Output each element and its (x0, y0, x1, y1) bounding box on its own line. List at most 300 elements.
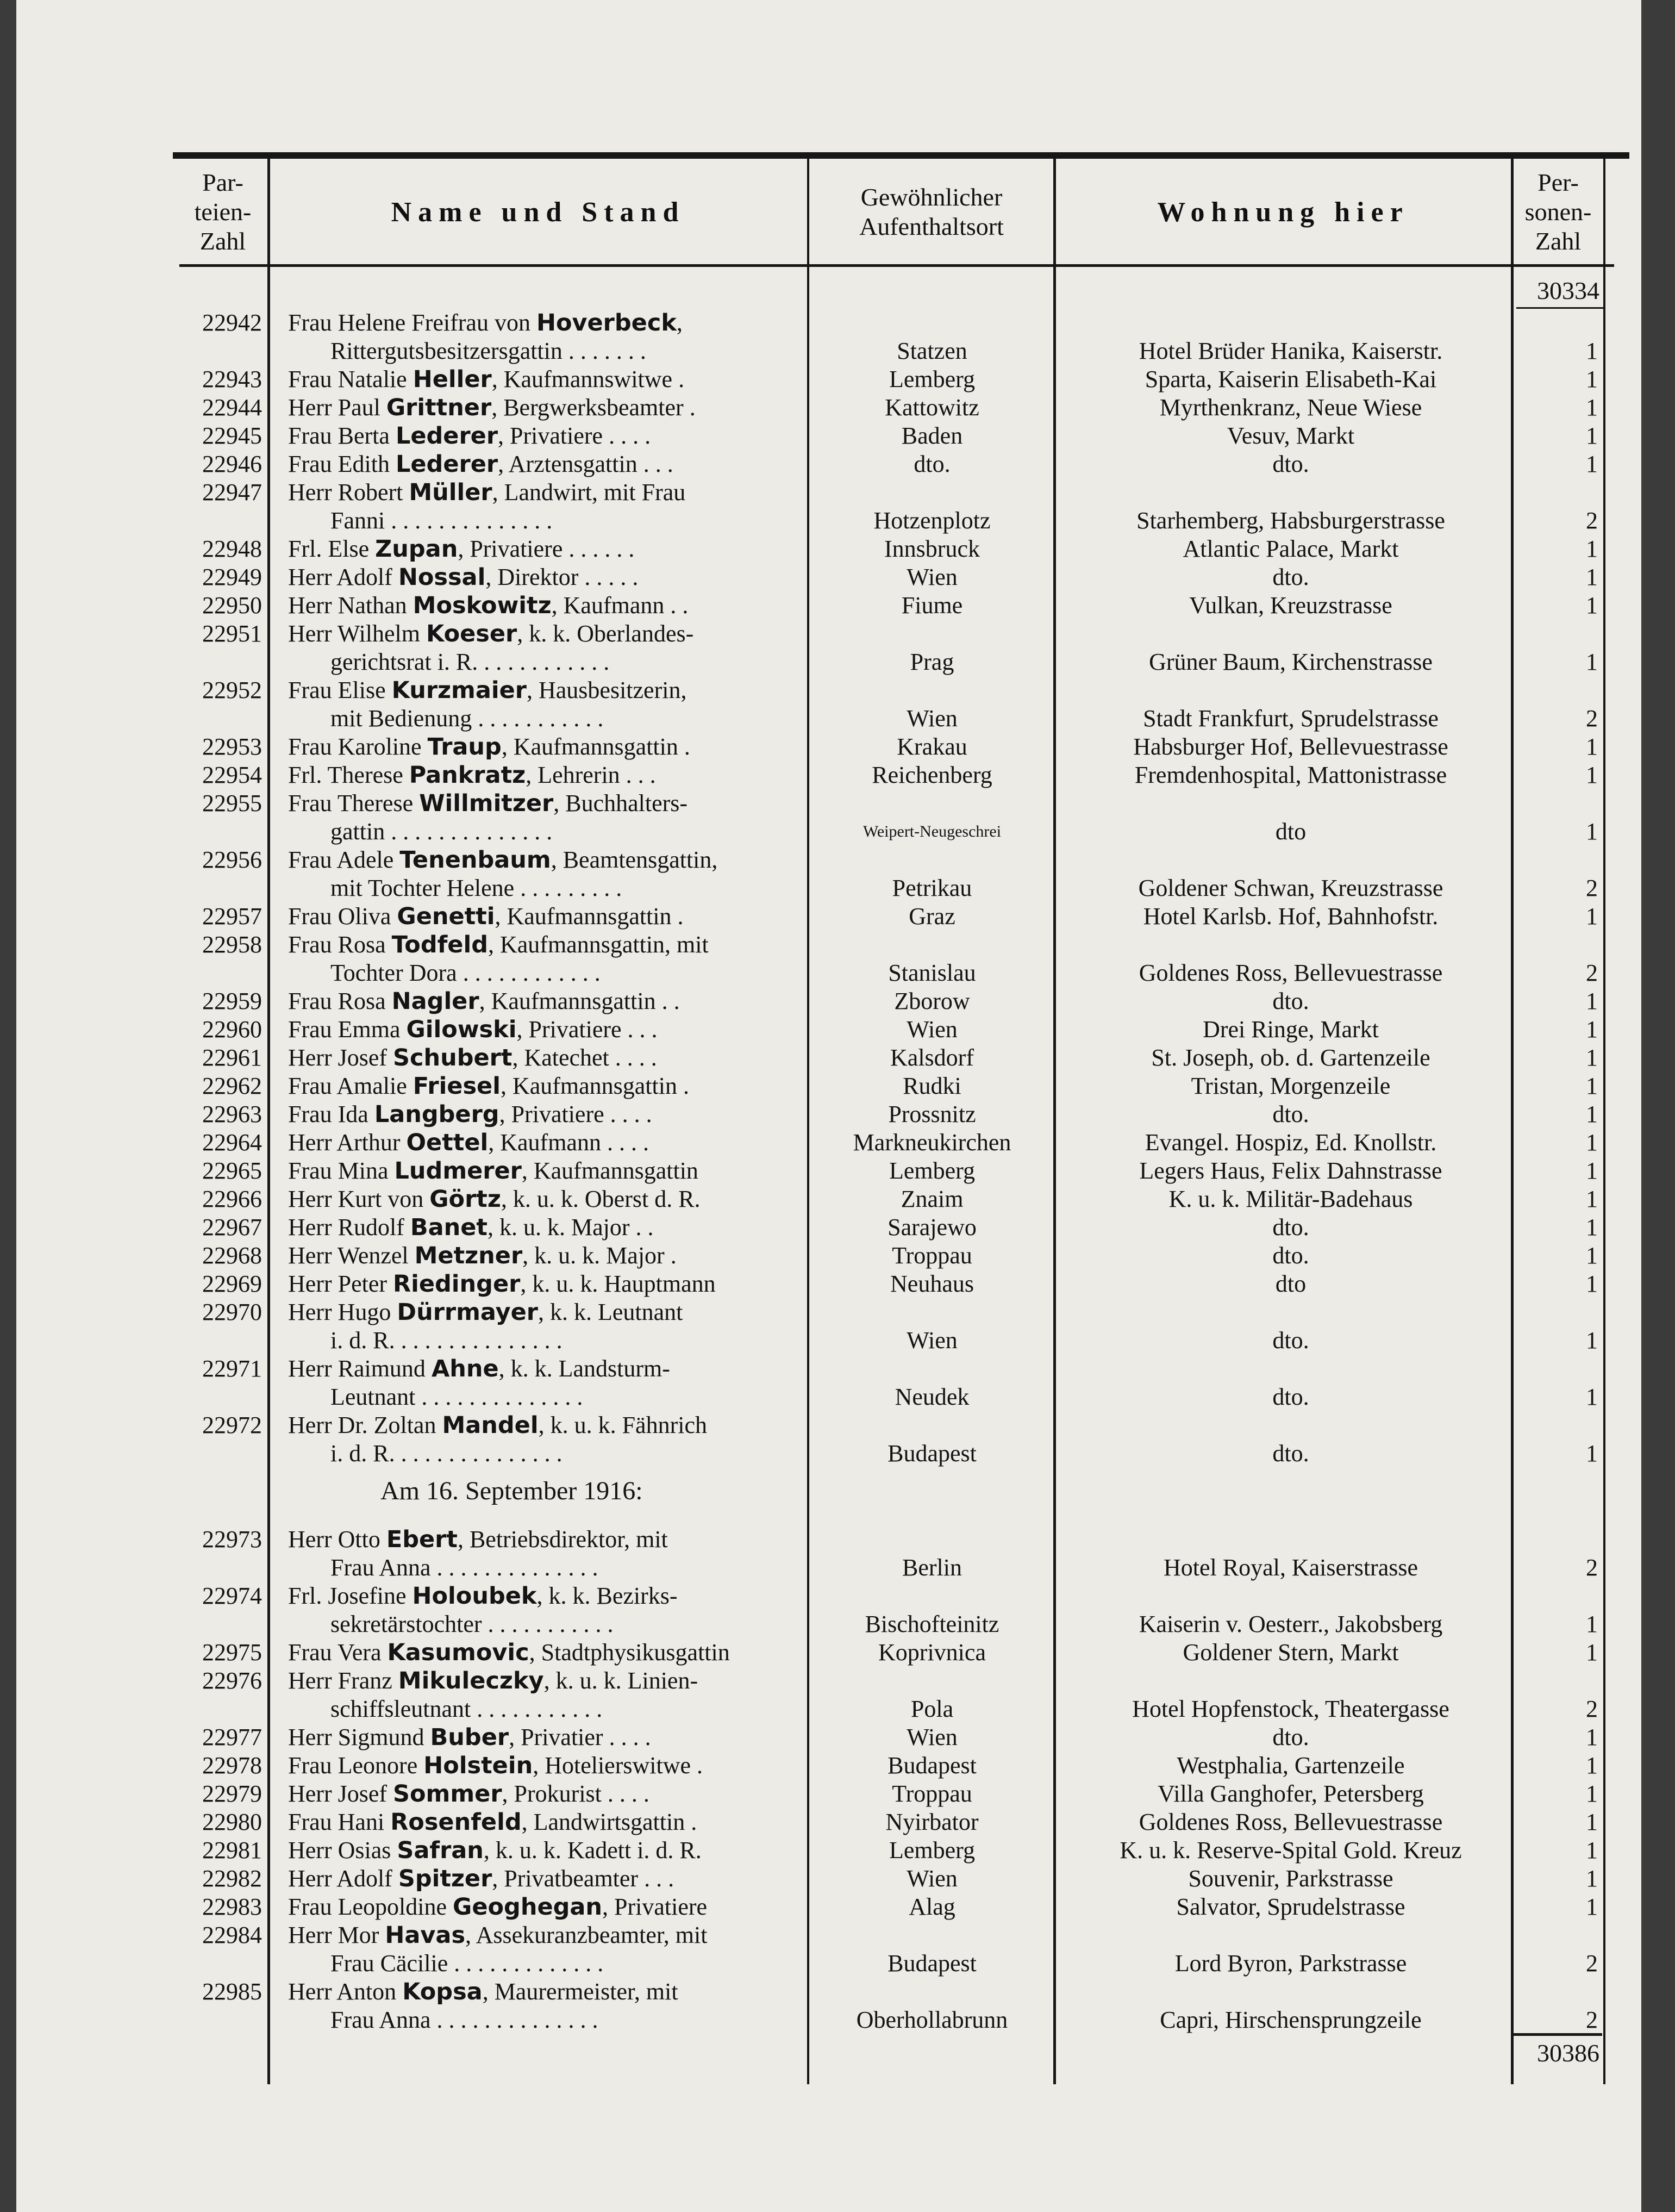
entry-person-count: 2 (1586, 1554, 1598, 1581)
entry-name-text: Frau Cäcilie (330, 1950, 448, 1977)
entry-surname: Dürrmayer (397, 1299, 539, 1326)
entry-name-stand (288, 450, 799, 478)
header-col-partei-line1: Par- (202, 169, 243, 196)
entry-name-stand (288, 1355, 799, 1383)
entry-name-text: Frau Natalie (288, 366, 413, 392)
entry-name-tail: , Kaufmannsgattin (521, 1157, 698, 1184)
entry-name-tail: . . . . . . . . . . . (471, 1696, 603, 1722)
entry-name-text: Herr Dr. Zoltan (288, 1412, 442, 1438)
entry-name-tail: , Prokurist . . . . (502, 1780, 649, 1807)
entry-name-tail: , Beamtensgattin, (551, 846, 718, 873)
entry-place: Zborow (894, 988, 970, 1014)
entry-name-stand (288, 676, 799, 705)
entry-line (0, 818, 1675, 846)
entry-number: 22954 (202, 762, 262, 788)
entry-name-text: Herr Osias (288, 1837, 397, 1864)
entry-person-count: 2 (1586, 507, 1598, 534)
entry-number: 22966 (202, 1186, 262, 1212)
entry-person-count: 1 (1586, 1073, 1598, 1099)
entry-line (0, 2006, 1675, 2034)
entry-address: Hotel Karlsb. Hof, Bahnhofstr. (1143, 903, 1439, 930)
entry-name-stand (288, 1242, 799, 1270)
entry-name-stand (288, 591, 799, 620)
entry-name-text: Leutnant (330, 1384, 416, 1410)
entry-name-text: Herr Hugo (288, 1299, 397, 1325)
entry-name-stand (288, 1978, 799, 2006)
entry-person-count: 1 (1586, 535, 1598, 562)
entry-name-text: Herr Peter (288, 1270, 393, 1297)
entry-person-count: 1 (1586, 733, 1598, 760)
entry-name-tail: , Privatbeamter . . . (492, 1865, 674, 1892)
entry-name-tail: , Lehrerin . . . (526, 762, 656, 788)
entry-person-count: 1 (1586, 338, 1598, 364)
entry-name-stand (288, 1270, 799, 1298)
entry-surname: Safran (397, 1837, 484, 1864)
entry-name-tail: , Privatiere . . . . (499, 1101, 652, 1127)
entry-name-stand (288, 846, 799, 874)
entry-address: Tristan, Morgenzeile (1191, 1073, 1391, 1099)
entry-surname: Sommer (393, 1780, 502, 1808)
entry-number: 22973 (202, 1526, 262, 1553)
entry-name-stand (288, 1213, 799, 1242)
entry-person-count: 1 (1586, 1440, 1598, 1467)
entry-number: 22945 (202, 422, 262, 449)
entry-person-count: 1 (1586, 649, 1598, 675)
entry-surname: Todfeld (391, 931, 488, 958)
entry-address: Westphalia, Gartenzeile (1177, 1752, 1405, 1779)
entry-name-stand (288, 931, 799, 959)
entry-place: Baden (901, 422, 963, 449)
entry-line (0, 1610, 1675, 1638)
entry-number: 22956 (202, 846, 262, 873)
entry-place: Prag (910, 649, 954, 675)
entry-place: Wien (907, 1865, 958, 1892)
entry-line (0, 365, 1675, 394)
entry-person-count: 1 (1586, 762, 1598, 788)
header-col-aufenthalt (811, 163, 1052, 261)
entry-name-tail: , Betriebsdirektor, mit (457, 1526, 668, 1553)
entry-place: Hotzenplotz (873, 507, 991, 534)
entry-place: Stanislau (888, 959, 976, 986)
entry-address: Hotel Brüder Hanika, Kaiserstr. (1139, 338, 1443, 364)
entry-surname: Langberg (374, 1101, 499, 1128)
entry-surname: Görtz (429, 1186, 501, 1213)
entry-surname: Kurzmaier (391, 677, 527, 704)
entry-line (0, 705, 1675, 733)
entry-person-count: 1 (1586, 1044, 1598, 1071)
entry-address: Kaiserin v. Oesterr., Jakobsberg (1139, 1611, 1443, 1637)
header-col-partei (179, 163, 266, 261)
entry-address: dto. (1272, 1724, 1309, 1750)
entry-address: Drei Ringe, Markt (1203, 1016, 1379, 1043)
entry-name-text: Frau Elise (288, 677, 392, 703)
entry-name-tail: , Privatiere . . . . . . (458, 535, 635, 562)
entry-name-tail: , Privatiere . . . . (498, 422, 651, 449)
entry-place: Troppau (892, 1780, 972, 1807)
entry-number: 22970 (202, 1299, 262, 1325)
header-col-personen-line1: Per- (1538, 169, 1579, 196)
entry-address: Hotel Hopfenstock, Theatergasse (1132, 1696, 1449, 1722)
entry-line (0, 620, 1675, 648)
entry-place: Oberhollabrunn (856, 2007, 1008, 2033)
entry-place: Alag (909, 1893, 955, 1920)
entry-person-count: 1 (1586, 1016, 1598, 1043)
entry-number: 22962 (202, 1073, 262, 1099)
entry-name-stand (288, 1411, 799, 1440)
entry-name-tail: . . . . . . . . . . . . . . (395, 1327, 562, 1354)
entry-name-stand (330, 1440, 799, 1468)
entry-name-text: Frau Amalie (288, 1073, 413, 1099)
entry-surname: Holstein (423, 1752, 533, 1779)
entry-place: Pola (910, 1696, 954, 1722)
entry-address: Sparta, Kaiserin Elisabeth-Kai (1145, 366, 1437, 392)
entry-address: Goldener Schwan, Kreuzstrasse (1138, 875, 1443, 901)
entry-name-tail: . . . . . . . . . . . . . . (430, 1554, 598, 1581)
entry-number: 22957 (202, 903, 262, 930)
entry-line (0, 846, 1675, 874)
entry-place: Koprivnica (878, 1639, 986, 1666)
header-col-name: Name und Stand (391, 196, 685, 228)
entry-number: 22958 (202, 931, 262, 958)
entry-place: Troppau (892, 1242, 972, 1269)
header-col-personen-line3: Zahl (1535, 227, 1582, 255)
entry-name-tail: , Kaufmannsgattin . (495, 903, 684, 930)
entry-name-text: Frau Adele (288, 846, 400, 873)
entry-name-tail: , (676, 309, 683, 336)
entry-place: Petrikau (892, 875, 972, 901)
entry-number: 22960 (202, 1016, 262, 1043)
entry-number: 22980 (202, 1809, 262, 1835)
entry-name-text: Herr Franz (288, 1667, 398, 1694)
entry-name-text: Herr Nathan (288, 592, 413, 619)
entry-name-text: Frau Leonore (288, 1752, 424, 1779)
entry-surname: Heller (412, 366, 492, 393)
entry-name-tail: , Stadtphysikusgattin (529, 1639, 730, 1666)
entry-name-stand (288, 1667, 799, 1695)
entry-name-text: gerichtsrat i. R. (330, 649, 478, 675)
entry-surname: Grittner (386, 394, 492, 421)
entry-place: Wien (907, 705, 958, 732)
entry-name-text: Frau Rosa (288, 988, 392, 1014)
entry-number: 22972 (202, 1412, 262, 1438)
entry-place: Wien (907, 1016, 958, 1043)
entry-line (0, 478, 1675, 507)
entry-line (0, 1525, 1675, 1554)
entry-name-text: Frau Leopoldine (288, 1893, 453, 1920)
entry-place: Sarajewo (888, 1214, 977, 1241)
entry-line (0, 450, 1675, 478)
entry-number: 22967 (202, 1214, 262, 1241)
entry-number: 22953 (202, 733, 262, 760)
entry-surname: Nagler (391, 988, 479, 1015)
entry-surname: Schubert (393, 1044, 512, 1071)
entry-person-count: 1 (1586, 451, 1598, 477)
entry-address: Villa Ganghofer, Petersberg (1158, 1780, 1424, 1807)
entry-name-text: i. d. R. (330, 1440, 395, 1467)
entry-address: dto. (1272, 564, 1309, 590)
entry-number: 22947 (202, 479, 262, 506)
entry-address: Fremdenhospital, Mattonistrasse (1134, 762, 1447, 788)
entry-name-text: Frau Oliva (288, 903, 397, 930)
entry-line (0, 309, 1675, 337)
entry-name-stand (330, 2006, 799, 2034)
entry-name-stand (330, 1326, 799, 1355)
entry-surname: Ebert (386, 1526, 458, 1553)
entry-address: dto. (1272, 451, 1309, 477)
entry-surname: Friesel (412, 1073, 501, 1100)
entry-surname: Rosenfeld (390, 1809, 522, 1836)
entry-name-stand (288, 1185, 799, 1213)
entry-line (0, 1695, 1675, 1723)
entry-line (0, 902, 1675, 931)
entry-line (0, 1582, 1675, 1610)
entry-name-text: Herr Arthur (288, 1129, 407, 1156)
entry-name-text: Herr Sigmund (288, 1724, 430, 1750)
entry-name-text: Frau Anna (330, 2007, 431, 2033)
entry-person-count: 2 (1586, 705, 1598, 732)
entry-person-count: 1 (1586, 394, 1598, 421)
entry-name-tail: . . . . . . . . . . . . . . (415, 1384, 583, 1410)
entry-number: 22943 (202, 366, 262, 392)
entry-name-tail: , k. u. k. Fähnrich (538, 1412, 707, 1438)
entry-line (0, 394, 1675, 422)
entry-name-tail: , k. k. Oberlandes- (517, 620, 694, 647)
entry-address: Legers Haus, Felix Dahnstrasse (1139, 1157, 1442, 1184)
entry-person-count: 1 (1586, 1242, 1598, 1269)
entry-line (0, 1978, 1675, 2006)
entry-address: St. Joseph, ob. d. Gartenzeile (1151, 1044, 1430, 1071)
entry-number: 22944 (202, 394, 262, 421)
entry-line (0, 1015, 1675, 1044)
entry-person-count: 1 (1586, 422, 1598, 449)
entry-number: 22982 (202, 1865, 262, 1892)
entry-name-text: Herr Adolf (288, 564, 398, 590)
entry-name-stand (288, 987, 799, 1015)
entry-surname: Gilowski (406, 1016, 517, 1043)
entry-name-text: Herr Mor (288, 1922, 385, 1948)
entry-surname: Müller (409, 479, 492, 506)
entry-name-stand (288, 1808, 799, 1836)
entry-line (0, 1298, 1675, 1326)
entry-surname: Spitzer (398, 1865, 492, 1892)
entry-name-tail: , k. k. Landsturm- (498, 1355, 670, 1382)
entry-place: Berlin (902, 1554, 962, 1581)
entry-name-text: Herr Raimund (288, 1355, 432, 1382)
header-col-personen (1515, 163, 1602, 261)
entry-line (0, 931, 1675, 959)
entry-person-count: 1 (1586, 1384, 1598, 1410)
entry-number: 22971 (202, 1355, 262, 1382)
entry-line (0, 1921, 1675, 1949)
entry-place: dto. (914, 451, 951, 477)
entry-name-tail: . . . . . . . . . (514, 875, 622, 901)
entry-person-count: 1 (1586, 1611, 1598, 1637)
entry-place: Prossnitz (888, 1101, 976, 1127)
entry-surname: Lederer (395, 451, 498, 478)
entry-number: 22981 (202, 1837, 262, 1864)
entry-name-stand (330, 959, 799, 987)
entry-line (0, 1411, 1675, 1440)
entry-place: Budapest (888, 1950, 977, 1977)
entry-number: 22974 (202, 1582, 262, 1609)
entry-name-stand (330, 1383, 799, 1411)
entry-name-text: Frau Mina (288, 1157, 395, 1184)
entry-number: 22979 (202, 1780, 262, 1807)
entry-name-tail: , k. k. Bezirks- (536, 1582, 678, 1609)
entry-line (0, 1044, 1675, 1072)
entry-name-stand (288, 1836, 799, 1865)
entry-name-tail: , Kaufmannsgattin, mit (488, 931, 709, 958)
entry-address: Goldenes Ross, Bellevuestrasse (1139, 959, 1443, 986)
entry-address: dto. (1272, 1384, 1309, 1410)
entry-line (0, 1129, 1675, 1157)
entry-name-stand (330, 1949, 799, 1978)
entry-name-stand (288, 761, 799, 789)
entry-address: dto. (1272, 1440, 1309, 1467)
entry-number: 22985 (202, 1978, 262, 2005)
entry-number: 22963 (202, 1101, 262, 1127)
entry-name-text: mit Bedienung (330, 705, 472, 732)
entry-name-tail: , k. u. k. Major . (522, 1242, 677, 1269)
entry-place: Lemberg (889, 366, 976, 392)
entry-line (0, 591, 1675, 620)
entry-name-text: Herr Anton (288, 1978, 403, 2005)
entry-name-tail: , Privatier . . . . (509, 1724, 651, 1750)
entry-line (0, 1326, 1675, 1355)
entry-surname: Hoverbeck (536, 309, 677, 337)
entry-name-stand (288, 563, 799, 591)
entry-name-text: sekretärstochter (330, 1611, 482, 1637)
entry-address: Salvator, Sprudelstrasse (1176, 1893, 1405, 1920)
entry-surname: Buber (430, 1724, 509, 1751)
entry-name-tail: , Landwirtsgattin . (521, 1809, 697, 1835)
entry-name-stand (288, 1752, 799, 1780)
entry-surname: Willmitzer (419, 790, 554, 817)
entry-surname: Geoghegan (453, 1893, 603, 1921)
entry-address: Vesuv, Markt (1227, 422, 1355, 449)
entry-place: Budapest (888, 1440, 977, 1467)
entry-number: 22949 (202, 564, 262, 590)
entry-line (0, 1100, 1675, 1129)
entry-address: K. u. k. Militär-Badehaus (1168, 1186, 1413, 1212)
entry-person-count: 1 (1586, 1101, 1598, 1127)
entry-surname: Havas (385, 1922, 466, 1949)
entry-line (0, 337, 1675, 365)
entry-name-tail: , k. u. k. Kadett i. d. R. (483, 1837, 702, 1864)
entry-name-text: Frau Ida (288, 1101, 374, 1127)
entry-address: dto. (1272, 988, 1309, 1014)
entry-name-text: Frau Berta (288, 422, 396, 449)
entry-name-text: Herr Otto (288, 1526, 386, 1553)
entry-name-tail: . . . . . . . . . . . (472, 705, 604, 732)
entry-name-stand (288, 902, 799, 931)
entry-number: 22950 (202, 592, 262, 619)
entry-name-stand (288, 1921, 799, 1949)
entry-name-text: Frau Anna (330, 1554, 431, 1581)
entry-name-tail: , k. u. k. Oberst d. R. (501, 1186, 701, 1212)
entry-name-text: Herr Adolf (288, 1865, 398, 1892)
entry-place: Statzen (897, 338, 967, 364)
entry-surname: Kasumovic (387, 1639, 529, 1666)
entry-surname: Kopsa (402, 1978, 483, 2005)
entry-address: Goldener Stern, Markt (1183, 1639, 1399, 1666)
entry-surname: Moskowitz (412, 592, 552, 619)
entry-place: Bischofteinitz (865, 1611, 999, 1637)
entry-name-stand (330, 1695, 799, 1723)
entry-line (0, 987, 1675, 1015)
entry-name-text: Herr Robert (288, 479, 409, 506)
entry-name-tail: , Arztensgattin . . . (498, 451, 673, 477)
entry-line (0, 1808, 1675, 1836)
entry-place: Wien (907, 564, 958, 590)
entry-surname: Ludmerer (394, 1157, 522, 1185)
entry-name-text: Fanni (330, 507, 385, 534)
entry-line (0, 1072, 1675, 1100)
entry-line (0, 1355, 1675, 1383)
entry-person-count: 1 (1586, 1837, 1598, 1864)
entry-line (0, 1270, 1675, 1298)
entry-name-stand (288, 1723, 799, 1752)
header-bottom-rule (179, 264, 1614, 267)
entry-name-stand (288, 1298, 799, 1326)
entry-line (0, 676, 1675, 705)
entry-place: Markneukirchen (853, 1129, 1011, 1156)
entry-name-text: i. d. R. (330, 1327, 395, 1354)
entry-name-stand (288, 1044, 799, 1072)
entry-number: 22968 (202, 1242, 262, 1269)
entry-surname: Oettel (406, 1129, 489, 1156)
entry-place: Innsbruck (884, 535, 980, 562)
entry-name-text: mit Tochter Helene (330, 875, 515, 901)
entry-address: Grüner Baum, Kirchenstrasse (1149, 649, 1433, 675)
header-col-partei-line3: Zahl (199, 227, 246, 255)
header-col-wohnung: Wohnung hier (1157, 196, 1409, 228)
entry-line (0, 1213, 1675, 1242)
entry-name-text: Frau Emma (288, 1016, 407, 1043)
entry-name-text: Herr Josef (288, 1044, 393, 1071)
entry-name-text: Herr Wenzel (288, 1242, 415, 1269)
entry-address: K. u. k. Reserve-Spital Gold. Kreuz (1120, 1837, 1462, 1864)
entry-person-count: 1 (1586, 1752, 1598, 1779)
entry-person-count: 1 (1586, 1780, 1598, 1807)
entry-person-count: 1 (1586, 1639, 1598, 1666)
entry-line (0, 1780, 1675, 1808)
entry-name-stand (288, 1582, 799, 1610)
entry-address: dto. (1272, 1242, 1309, 1269)
entry-surname: Nossal (398, 564, 486, 591)
entry-surname: Holoubek (412, 1582, 537, 1610)
entry-line (0, 1667, 1675, 1695)
entry-name-tail: . . . . . . . . . . . (482, 1611, 614, 1637)
entry-number: 22961 (202, 1044, 262, 1071)
entry-line (0, 1865, 1675, 1893)
entry-name-stand (330, 874, 799, 902)
entry-place: Weipert-Neugeschrei (862, 823, 1002, 840)
entry-name-tail: , k. k. Leutnant (538, 1299, 683, 1325)
entry-person-count: 1 (1586, 1893, 1598, 1920)
entry-person-count: 2 (1586, 2007, 1598, 2033)
entry-name-tail: , Buchhalters- (553, 790, 688, 817)
entry-name-stand (288, 365, 799, 394)
entry-name-stand (288, 1865, 799, 1893)
entry-name-stand (288, 1157, 799, 1185)
entry-address: Hotel Royal, Kaiserstrasse (1164, 1554, 1418, 1581)
entry-name-tail: , k. u. k. Hauptmann (520, 1270, 716, 1297)
entry-name-tail: , Privatiere (602, 1893, 708, 1920)
entry-surname: Tenenbaum (399, 846, 551, 874)
entry-number: 22965 (202, 1157, 262, 1184)
entry-name-tail: , Hausbesitzerin, (526, 677, 687, 703)
